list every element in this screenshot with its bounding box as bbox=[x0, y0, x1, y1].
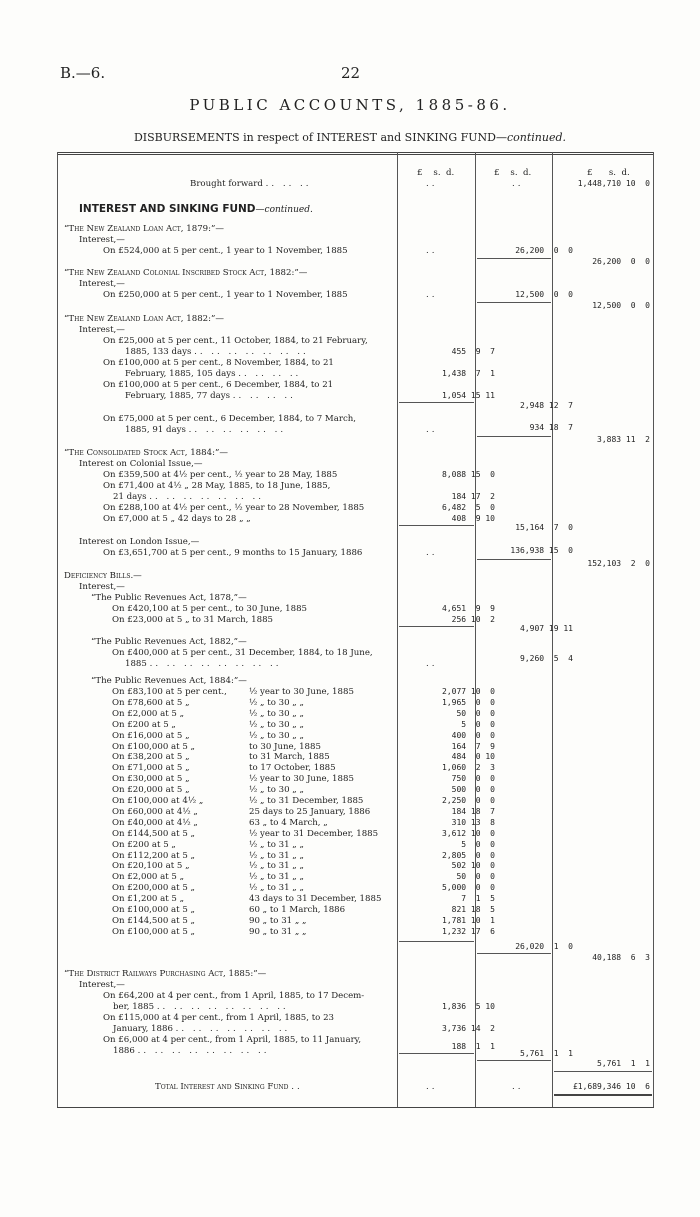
row-period: 25 days to 25 January, 1886 bbox=[249, 806, 371, 817]
row-principal: On £100,000 at 5 „ bbox=[112, 741, 196, 752]
row-amount: 3,612 10 0 bbox=[442, 828, 495, 838]
railways-col3: 5,761 1 1 bbox=[597, 1059, 650, 1068]
row-principal: On £100,000 at 5 „ bbox=[112, 905, 196, 915]
row-amount: 7 1 5 bbox=[461, 894, 495, 904]
row-principal: On £60,000 at 4½ „ bbox=[112, 806, 198, 817]
item-amount: 6,482 5 0 bbox=[442, 503, 495, 512]
row-amount: 50 0 0 bbox=[456, 872, 495, 882]
item-amount: 455 9 7 bbox=[451, 347, 495, 356]
row-amount: 400 0 0 bbox=[451, 730, 495, 740]
col2-currency-header: £ s. d. bbox=[494, 168, 532, 178]
item-line: February, 1885, 105 days .. .. .. .. bbox=[125, 369, 302, 379]
row-amount: 1,232 17 6 bbox=[442, 926, 495, 936]
row-period: ½ „ to 31 „ „ bbox=[249, 839, 304, 850]
underline bbox=[399, 626, 474, 627]
underline bbox=[477, 559, 551, 560]
item-line: ber, 1885 .. .. .. .. .. .. .. .. bbox=[113, 1002, 289, 1012]
item-line: On £420,100 at 5 per cent., to 30 June, 1885 bbox=[112, 604, 308, 614]
railways-title: “The District Railways Purchasing Act, 1885:”— bbox=[64, 969, 267, 979]
leader-dots: .. bbox=[426, 290, 438, 300]
row-amount: 164 7 9 bbox=[451, 741, 495, 751]
item-amount: 1,054 15 11 bbox=[442, 391, 495, 400]
revenues-1884-col2: 26,020 1 0 bbox=[515, 942, 573, 951]
row-amount: 2,805 0 0 bbox=[442, 850, 495, 860]
item-amount: 408 9 10 bbox=[451, 514, 495, 523]
revenues-1884-title: “The Public Revenues Act, 1884:”— bbox=[91, 676, 247, 686]
row-principal: On £100,000 at 4½ „ bbox=[112, 796, 204, 806]
row-period: to 31 March, 1885 bbox=[249, 752, 330, 763]
row-amount: 5 0 0 bbox=[461, 839, 495, 849]
col1-currency-header: £ s. d. bbox=[417, 168, 455, 178]
underline bbox=[399, 402, 474, 403]
act-1884c-subtotal: 15,164 7 0 bbox=[515, 523, 573, 532]
underline bbox=[477, 258, 551, 259]
act-1882a-sub: Interest,— bbox=[79, 279, 125, 289]
row-principal: On £100,000 at 5 „ bbox=[112, 926, 196, 937]
row-amount: 821 18 5 bbox=[451, 905, 495, 914]
item-line: 1885, 133 days .. .. .. .. .. .. .. bbox=[125, 347, 309, 357]
act-1882a-title: “The New Zealand Colonial Inscribed Stock Act, 1882:”— bbox=[64, 268, 308, 278]
row-amount: 5,000 0 0 bbox=[442, 883, 495, 893]
item-line: On £288,100 at 4½ per cent., ½ year to 28 November, 1885 bbox=[103, 503, 365, 513]
london-issue-sub: Interest on London Issue,— bbox=[79, 537, 200, 547]
item-amount: 184 17 2 bbox=[451, 492, 495, 501]
item-line: 1885, 91 days .. .. .. .. .. .. bbox=[125, 425, 287, 435]
row-period: ½ „ to 31 December, 1885 bbox=[249, 796, 364, 806]
item-amount: 3,736 14 2 bbox=[442, 1024, 495, 1033]
revenues-1882-col2: 9,260 5 4 bbox=[520, 654, 573, 663]
table-bottom-rule bbox=[57, 1107, 654, 1108]
item-line: On £6,000 at 4 per cent., from 1 April, 1885, to 11 January, bbox=[103, 1035, 362, 1045]
row-period: ½ year to 30 June, 1885 bbox=[249, 774, 354, 785]
leader-dots: .. bbox=[426, 659, 438, 669]
table-top-rule-inner bbox=[57, 154, 654, 155]
underline bbox=[399, 525, 474, 526]
act-1884c-title: “The Consolidated Stock Act, 1884:”— bbox=[64, 448, 228, 458]
act-1882b-title: “The New Zealand Loan Act, 1882:”— bbox=[64, 314, 225, 324]
item-line: On £25,000 at 5 per cent., 11 October, 1884, to 21 February, bbox=[103, 336, 368, 346]
deficiency-col3: 40,188 6 3 bbox=[592, 953, 650, 962]
row-principal: On £38,200 at 5 „ bbox=[112, 752, 190, 763]
act-1879-col2: 26,200 0 0 bbox=[515, 246, 573, 255]
row-principal: On £200 at 5 „ bbox=[112, 719, 176, 730]
page-number: 22 bbox=[341, 64, 361, 82]
row-period: ½ „ to 30 „ „ bbox=[249, 719, 304, 730]
underline bbox=[477, 436, 551, 437]
leader-dots: .. bbox=[512, 1082, 524, 1092]
row-principal: On £16,000 at 5 „ bbox=[112, 730, 190, 741]
row-principal: On £112,200 at 5 „ bbox=[112, 850, 196, 861]
row-period: 90 „ to 31 „ „ bbox=[249, 915, 307, 926]
act-1884c-col3: 152,103 2 0 bbox=[587, 559, 650, 568]
row-principal: On £71,000 at 5 „ bbox=[112, 763, 190, 774]
row-period: ½ „ to 30 „ „ bbox=[249, 697, 304, 708]
item-amount: 8,088 15 0 bbox=[442, 470, 495, 479]
row-principal: On £40,000 at 4½ „ bbox=[112, 817, 198, 828]
table-top-rule bbox=[57, 152, 654, 153]
row-period: ½ „ to 30 „ „ bbox=[249, 708, 304, 719]
railways-col2: 5,761 1 1 bbox=[520, 1049, 573, 1058]
row-principal: On £144,500 at 5 „ bbox=[112, 828, 196, 839]
row-principal: On £200 at 5 „ bbox=[112, 839, 176, 850]
deficiency-title: Deficiency Bills.— bbox=[64, 571, 142, 581]
grand-total-value: £1,689,346 10 6 bbox=[572, 1082, 650, 1091]
disbursements-table bbox=[57, 152, 654, 1108]
leader-dots: .. bbox=[512, 179, 524, 189]
row-amount: 502 10 0 bbox=[451, 861, 495, 871]
row-principal: On £20,100 at 5 „ bbox=[112, 861, 190, 872]
item-line: On £7,000 at 5 „ 42 days to 28 „ „ bbox=[103, 514, 251, 524]
act-1882a-col3: 12,500 0 0 bbox=[592, 301, 650, 310]
document-reference: B.—6. bbox=[60, 64, 106, 82]
london-issue-col2: 136,938 15 0 bbox=[510, 546, 573, 555]
underline bbox=[399, 1053, 474, 1054]
item-line: On £400,000 at 5 per cent., 31 December, 1884, to 18 June, bbox=[112, 648, 373, 658]
act-1882b-col3: 3,883 11 2 bbox=[597, 435, 650, 444]
row-period: 60 „ to 1 March, 1886 bbox=[249, 905, 346, 915]
item-line: January, 1886 .. .. .. .. .. .. .. bbox=[113, 1024, 291, 1034]
item-amount: 188 1 1 bbox=[451, 1042, 495, 1051]
col3-currency-header: £ s. d. bbox=[587, 168, 630, 178]
row-amount: 1,965 0 0 bbox=[442, 697, 495, 707]
item-line: On £71,400 at 4½ „ 28 May, 1885, to 18 June, 1885, bbox=[103, 481, 331, 491]
row-period: ½ year to 31 December, 1885 bbox=[249, 828, 379, 839]
row-amount: 500 0 0 bbox=[451, 785, 495, 795]
row-period: ½ „ to 31 „ „ bbox=[249, 850, 304, 861]
row-period: ½ „ to 31 „ „ bbox=[249, 872, 304, 883]
item-line: On £75,000 at 5 per cent., 6 December, 1884, to 7 March, bbox=[103, 414, 357, 424]
row-amount: 184 18 7 bbox=[451, 806, 495, 816]
row-amount: 1,060 2 3 bbox=[442, 763, 495, 773]
item-line: On £64,200 at 4 per cent., from 1 April, 1885, to 17 Decem- bbox=[103, 991, 365, 1001]
leader-dots: .. bbox=[426, 425, 438, 435]
brought-forward-total: 1,448,710 10 0 bbox=[577, 179, 650, 188]
row-period: 43 days to 31 December, 1885 bbox=[249, 894, 382, 905]
london-issue-line: On £3,651,700 at 5 per cent., 9 months to 15 January, 1886 bbox=[103, 548, 363, 558]
row-period: 63 „ to 4 March, „ bbox=[249, 817, 328, 828]
row-period: 90 „ to 31 „ „ bbox=[249, 926, 307, 937]
item-line: 1886 .. .. .. .. .. .. .. .. bbox=[113, 1046, 270, 1056]
underline bbox=[477, 302, 551, 303]
row-amount: 2,077 10 0 bbox=[442, 687, 495, 696]
act-1884c-sub: Interest on Colonial Issue,— bbox=[79, 459, 203, 469]
leader-dots: .. bbox=[426, 246, 438, 256]
row-period: ½ „ to 31 „ „ bbox=[249, 883, 304, 894]
item-line: 21 days .. .. .. .. .. .. .. bbox=[113, 492, 264, 502]
subtitle-main: DISBURSEMENTS in respect of INTEREST and SINKING FUND bbox=[133, 131, 496, 144]
page-title: PUBLIC ACCOUNTS, 1885-86. bbox=[189, 96, 511, 114]
act-1879-line: On £524,000 at 5 per cent., 1 year to 1 November, 1885 bbox=[103, 246, 348, 256]
row-amount: 50 0 0 bbox=[456, 708, 495, 718]
column-divider-2 bbox=[475, 152, 476, 1108]
row-principal: On £83,100 at 5 per cent., bbox=[112, 687, 227, 697]
item-line: February, 1885, 77 days .. .. .. .. bbox=[125, 391, 296, 401]
row-period: ½ „ to 30 „ „ bbox=[249, 785, 304, 796]
brought-forward-label: Brought forward .. .. .. bbox=[190, 179, 312, 189]
column-divider-1 bbox=[397, 152, 398, 1108]
row-principal: On £2,000 at 5 „ bbox=[112, 872, 185, 883]
row-period: ½ „ to 30 „ „ bbox=[249, 730, 304, 741]
row-principal: On £200,000 at 5 „ bbox=[112, 883, 196, 894]
item-line: 1885 .. .. .. .. .. .. .. .. bbox=[125, 659, 282, 669]
revenues-1878-title: “The Public Revenues Act, 1878,”— bbox=[91, 593, 247, 603]
underline bbox=[477, 1060, 551, 1061]
section-heading: INTEREST AND SINKING FUND—continued. bbox=[79, 203, 313, 215]
row-period: to 17 October, 1885 bbox=[249, 763, 336, 774]
underline bbox=[399, 941, 474, 942]
item-line: On £100,000 at 5 per cent., 8 November, 1884, to 21 bbox=[103, 358, 334, 368]
leader-dots: .. bbox=[426, 1082, 438, 1092]
act-1879-sub: Interest,— bbox=[79, 235, 125, 245]
row-principal: On £2,000 at 5 „ bbox=[112, 708, 185, 719]
row-amount: 750 0 0 bbox=[451, 774, 495, 784]
row-period: ½ „ to 31 „ „ bbox=[249, 861, 304, 872]
item-amount: 1,836 5 10 bbox=[442, 1002, 495, 1011]
underline bbox=[477, 953, 551, 954]
act-1882a-line: On £250,000 at 5 per cent., 1 year to 1 November, 1885 bbox=[103, 290, 348, 300]
item-amount: 1,438 7 1 bbox=[442, 369, 495, 378]
row-amount: 1,781 10 1 bbox=[442, 915, 495, 925]
row-period: ½ year to 30 June, 1885 bbox=[249, 687, 354, 697]
item-line: On £359,500 at 4½ per cent., ½ year to 28 May, 1885 bbox=[103, 470, 338, 480]
act-1882b-sub: Interest,— bbox=[79, 325, 125, 335]
row-principal: On £144,500 at 5 „ bbox=[112, 915, 196, 926]
underline bbox=[554, 1071, 652, 1072]
act-1882b-subtotal: 2,948 12 7 bbox=[520, 401, 573, 410]
row-principal: On £78,600 at 5 „ bbox=[112, 697, 190, 708]
table-left-border bbox=[57, 152, 58, 1108]
leader-dots: .. bbox=[426, 548, 438, 558]
item-amount: 4,651 9 9 bbox=[442, 604, 495, 613]
deficiency-sub: Interest,— bbox=[79, 582, 125, 592]
item-line: On £115,000 at 4 per cent., from 1 April, 1885, to 23 bbox=[103, 1013, 335, 1023]
row-principal: On £20,000 at 5 „ bbox=[112, 785, 190, 796]
act-1882a-col2: 12,500 0 0 bbox=[515, 290, 573, 299]
subtitle-continued: —continued. bbox=[496, 131, 567, 144]
table-right-border bbox=[653, 152, 654, 1108]
item-line: On £23,000 at 5 „ to 31 March, 1885 bbox=[112, 615, 274, 625]
row-amount: 484 0 10 bbox=[451, 752, 495, 762]
grand-total-label: Total Interest and Sinking Fund .. bbox=[155, 1082, 303, 1092]
double-underline bbox=[554, 1094, 652, 1096]
act-1879-col3: 26,200 0 0 bbox=[592, 257, 650, 266]
row-amount: 5 0 0 bbox=[461, 719, 495, 729]
row-period: to 30 June, 1885 bbox=[249, 741, 321, 752]
row-amount: 310 13 8 bbox=[451, 817, 495, 827]
leader-dots: .. bbox=[426, 179, 438, 189]
row-amount: 2,250 0 0 bbox=[442, 796, 495, 805]
revenues-1882-title: “The Public Revenues Act, 1882,”— bbox=[91, 637, 247, 647]
railways-sub: Interest,— bbox=[79, 980, 125, 990]
row-principal: On £30,000 at 5 „ bbox=[112, 774, 190, 785]
page-subtitle bbox=[0, 131, 700, 144]
item-amount: 256 10 2 bbox=[451, 615, 495, 624]
revenues-1878-col2: 4,907 19 11 bbox=[520, 624, 573, 633]
act-1879-title: “The New Zealand Loan Act, 1879:”— bbox=[64, 224, 225, 234]
row-principal: On £1,200 at 5 „ bbox=[112, 894, 185, 905]
act-1882b-col2: 934 18 7 bbox=[529, 423, 573, 432]
item-line: On £100,000 at 5 per cent., 6 December, 1884, to 21 bbox=[103, 380, 334, 390]
